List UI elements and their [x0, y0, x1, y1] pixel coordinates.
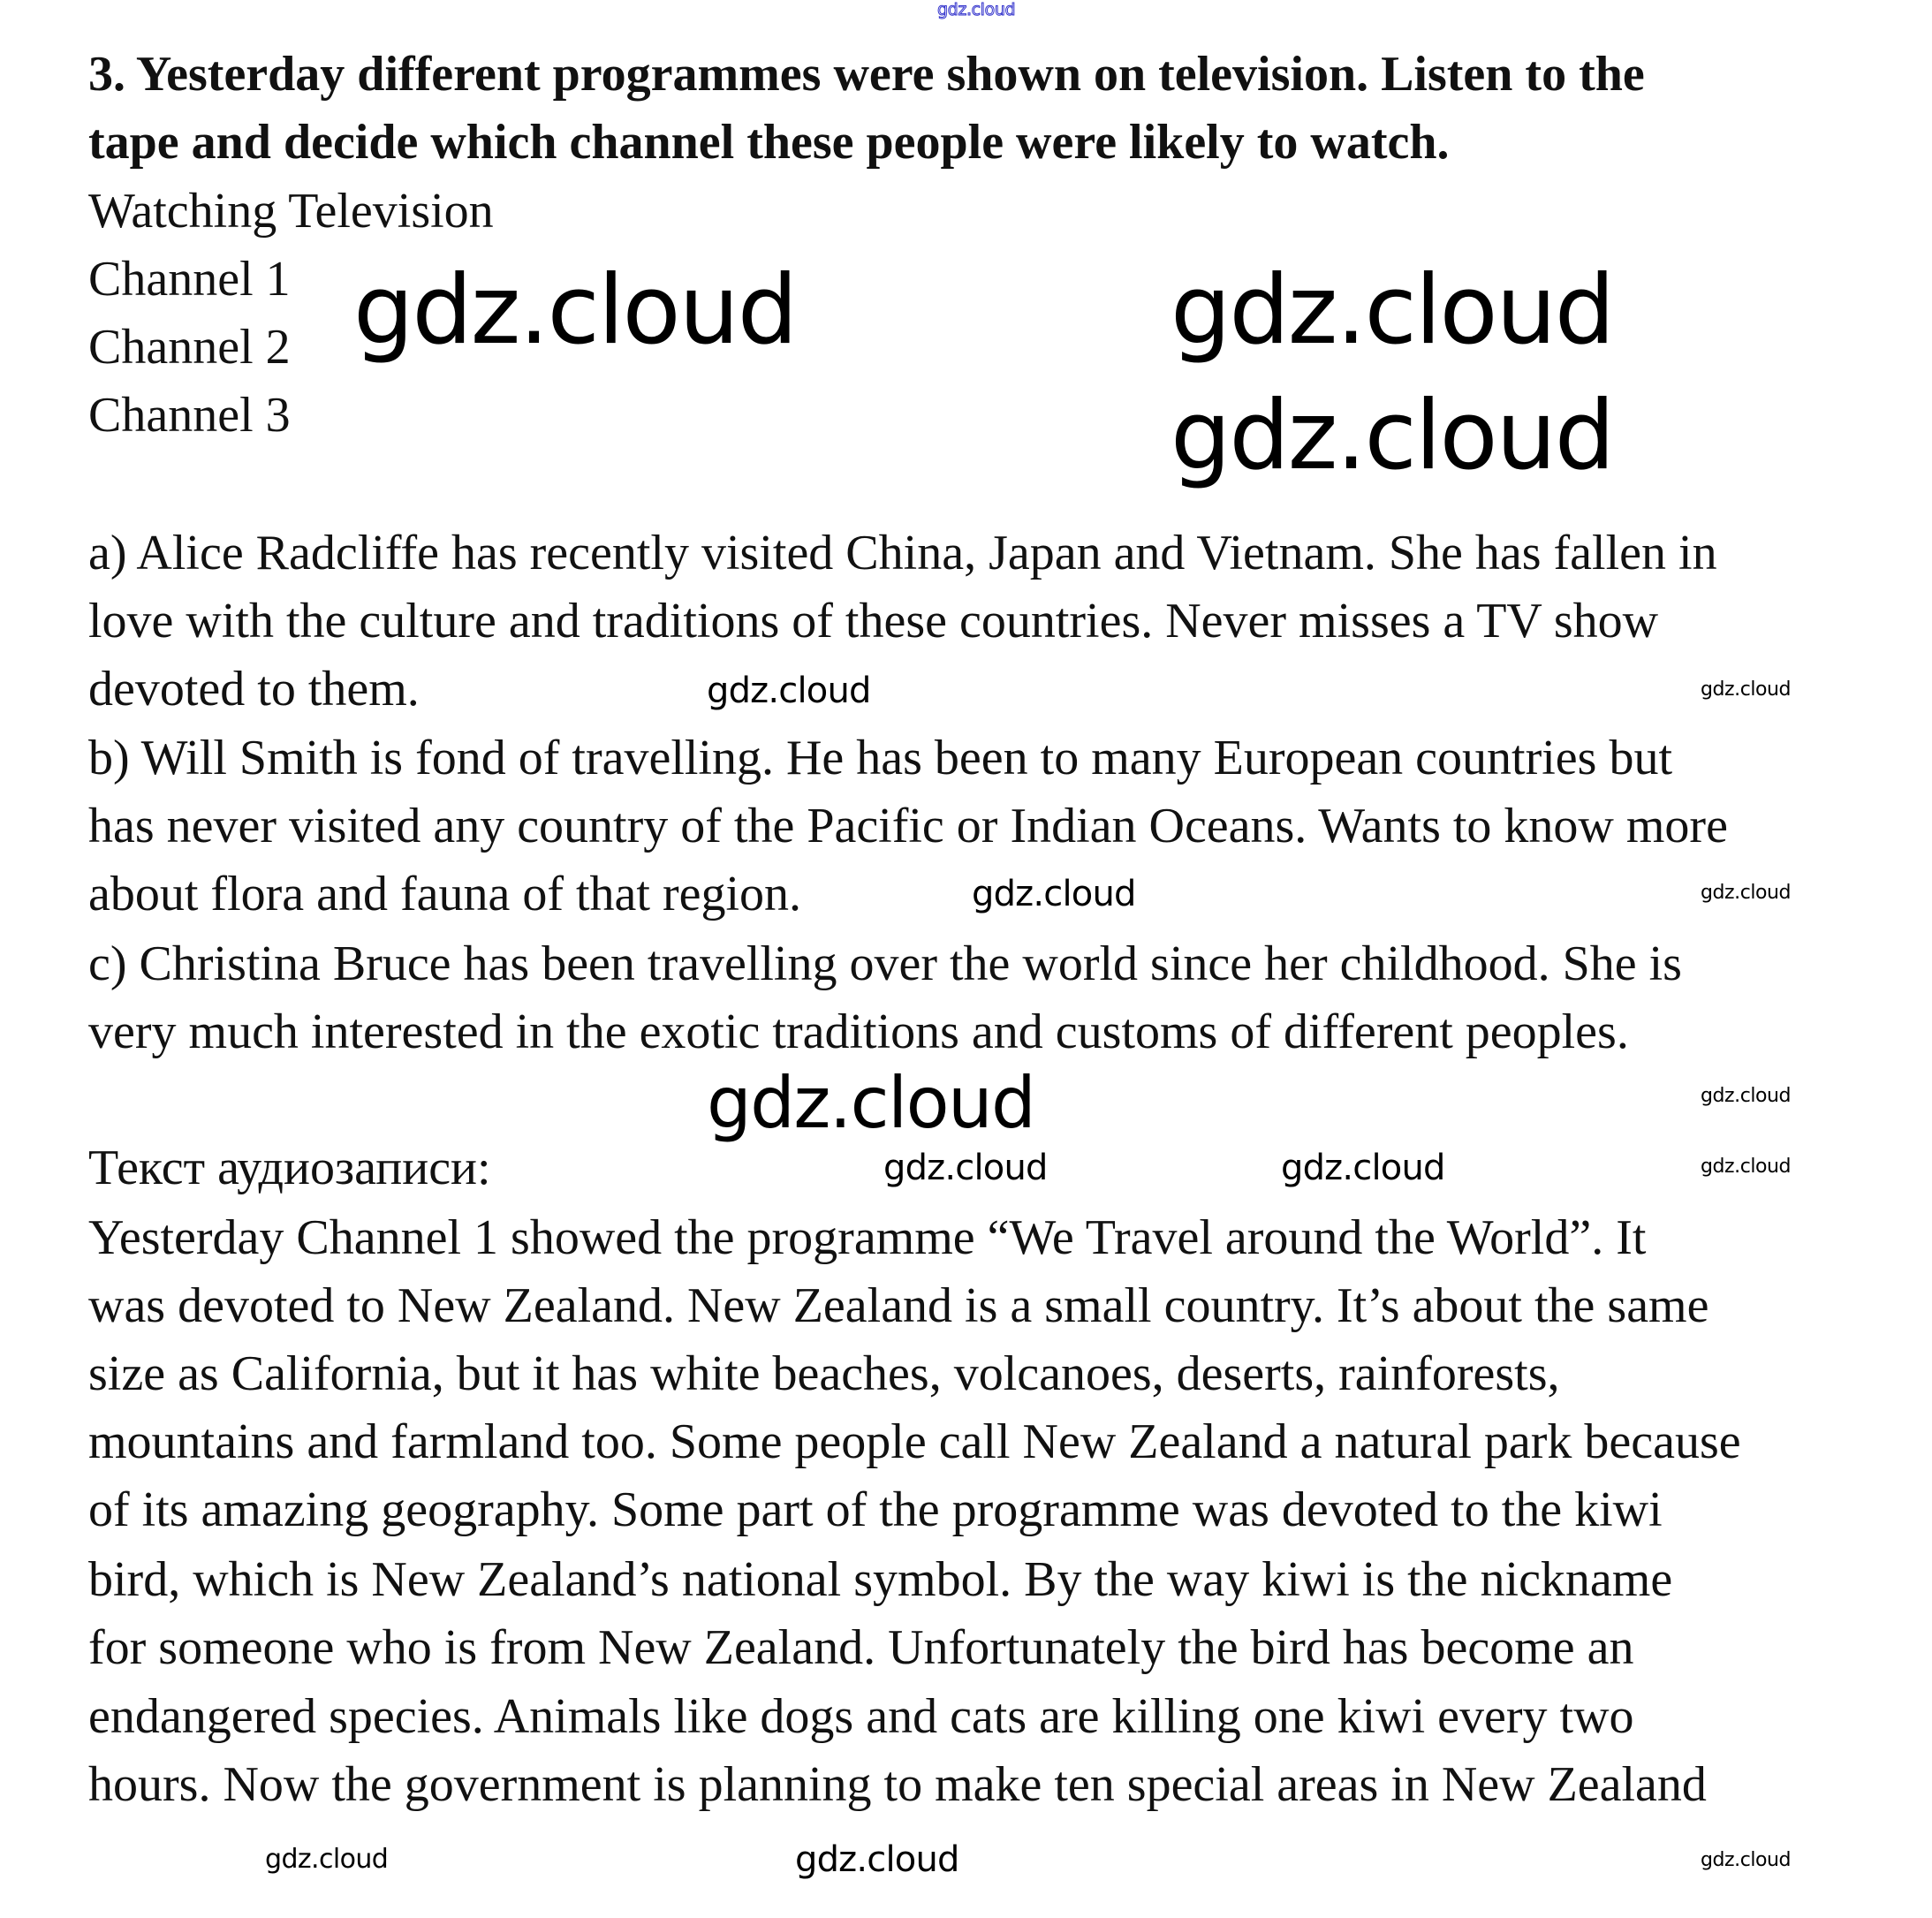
item-line: very much interested in the exotic traditions and customs of different peoples. — [88, 1004, 1629, 1059]
item-line: c) Christina Bruce has been travelling over the world since her childhood. She is — [88, 936, 1682, 991]
watermark: gdz.cloud — [707, 1062, 1035, 1144]
transcript-line: Yesterday Channel 1 showed the programme “We Travel around the World”. It — [88, 1210, 1647, 1265]
watermark: gdz.cloud — [972, 874, 1136, 914]
transcript-line: was devoted to New Zealand. New Zealand is a small country. It’s about the same — [88, 1278, 1709, 1333]
channel-label: Channel 3 — [88, 388, 291, 443]
watermark: gdz.cloud — [707, 671, 871, 711]
watermark: gdz.cloud — [353, 255, 797, 366]
watermark: gdz.cloud — [1171, 255, 1614, 366]
task-heading-line: 3. Yesterday different programmes were shown on television. Listen to the — [88, 47, 1645, 102]
watermark: gdz.cloud — [1701, 1156, 1792, 1178]
task-heading-line: tape and decide which channel these people were likely to watch. — [88, 115, 1450, 170]
item-line: love with the culture and traditions of these countries. Never misses a TV show — [88, 594, 1659, 648]
item-line: b) Will Smith is fond of travelling. He has been to many European countries but — [88, 731, 1673, 785]
watermark: gdz.cloud — [1701, 882, 1792, 904]
channel-label: Channel 1 — [88, 252, 291, 307]
watermark: gdz.cloud — [1701, 679, 1792, 701]
watermark: gdz.cloud — [265, 1844, 389, 1875]
watermark: gdz.cloud — [883, 1148, 1048, 1188]
watermark: gdz.cloud — [1701, 1849, 1792, 1871]
transcript-line: of its amazing geography. Some part of the programme was devoted to the kiwi — [88, 1482, 1663, 1537]
watermark: gdz.cloud — [1701, 1085, 1792, 1107]
item-line: about flora and fauna of that region. — [88, 867, 802, 921]
transcript-label: Текст аудиозаписи: — [88, 1141, 491, 1195]
watermark: gdz.cloud — [795, 1839, 959, 1880]
watermark: gdz.cloud — [1281, 1148, 1445, 1188]
channel-label: Channel 2 — [88, 320, 291, 375]
item-line: devoted to them. — [88, 662, 420, 716]
transcript-line: for someone who is from New Zealand. Unfortunately the bird has become an — [88, 1620, 1634, 1675]
transcript-line: endangered species. Animals like dogs and cats are killing one kiwi every two — [88, 1689, 1634, 1744]
watermark: gdz.cloud — [1171, 381, 1614, 491]
item-line: has never visited any country of the Pacific or Indian Oceans. Wants to know more — [88, 799, 1728, 853]
transcript-line: size as California, but it has white beaches, volcanoes, deserts, rainforests, — [88, 1346, 1560, 1401]
transcript-line: bird, which is New Zealand’s national symbol. By the way kiwi is the nickname — [88, 1552, 1673, 1607]
transcript-line: hours. Now the government is planning to make ten special areas in New Zealand — [88, 1757, 1707, 1812]
watermark: gdz.cloud — [937, 0, 1016, 19]
item-line: a) Alice Radcliffe has recently visited China, Japan and Vietnam. She has fallen in — [88, 526, 1717, 580]
transcript-line: mountains and farmland too. Some people call New Zealand a natural park because — [88, 1414, 1741, 1469]
section-title: Watching Television — [88, 184, 494, 239]
